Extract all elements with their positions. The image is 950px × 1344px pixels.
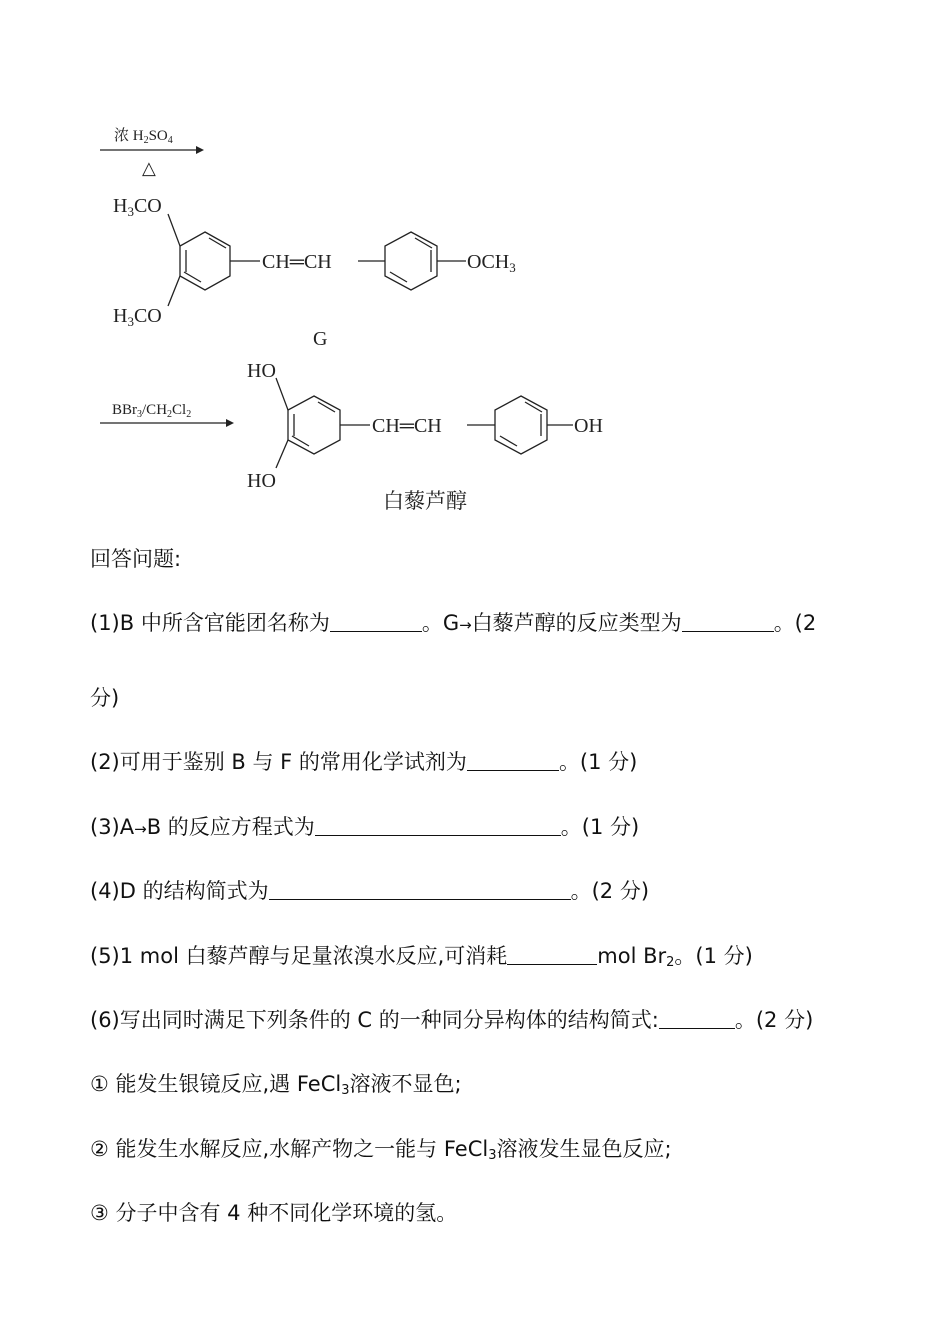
cond2-subscript: 3 (488, 1148, 497, 1163)
arrow2-reagent: $BBr_3/CH_2Cl_2$ (112, 402, 192, 420)
q4-answer-blank[interactable] (269, 877, 571, 900)
q2-part-b: 。(1 分) (558, 750, 638, 774)
g-bottom-methoxy: $H_3CO$ (113, 305, 162, 329)
q2-answer-blank[interactable] (467, 748, 559, 771)
condition-2 (90, 1134, 672, 1164)
condition-3: ③ 分子中含有 4 种不同化学环境的氢。 (90, 1201, 458, 1225)
q3-part-c: 。(1 分) (560, 815, 640, 839)
question-2 (90, 747, 637, 777)
intro-text: 回答问题: (90, 547, 182, 571)
condition-1 (90, 1069, 462, 1099)
question-6 (90, 1005, 813, 1035)
q1-answer-blank-1[interactable] (330, 609, 422, 632)
q2-part-a: (2)可用于鉴别 B 与 F 的常用化学试剂为 (90, 750, 467, 774)
q6-part-a: (6)写出同时满足下列条件的 C 的一种同分异构体的结构简式: (90, 1008, 659, 1032)
resveratrol-label: 白藜芦醇 (383, 489, 467, 513)
q5-part-b: mol Br (597, 944, 667, 968)
resveratrol-para-hydroxyl: OH (574, 415, 603, 437)
question-1 (90, 608, 816, 640)
q1-part-d: 。(2 (773, 611, 817, 635)
q5-answer-blank[interactable] (507, 942, 597, 965)
question-1-continued: 分) (90, 686, 120, 710)
g-top-methoxy: $H_3CO$ (113, 195, 162, 219)
q3-part-a: (3)A (90, 815, 135, 839)
cond1-part-b: 溶液不显色; (349, 1072, 462, 1096)
cond1-part-a: ① 能发生银镜反应,遇 FeCl (90, 1072, 342, 1096)
q3-part-b: B 的反应方程式为 (146, 815, 315, 839)
q1-part-b: 。G (421, 611, 460, 635)
g-bridge: CH═CH (262, 251, 332, 273)
question-5 (90, 941, 753, 971)
q3-arrow: → (134, 820, 147, 838)
resveratrol-top-hydroxyl: HO (247, 360, 276, 382)
reaction-arrow-2 (100, 402, 234, 427)
q4-part-b: 。(2 分) (570, 879, 650, 903)
question-4 (90, 876, 649, 906)
arrow1-heat-symbol: △ (142, 158, 156, 178)
q1-part-a: (1)B 中所含官能团名称为 (90, 611, 330, 635)
q4-part-a: (4)D 的结构简式为 (90, 879, 269, 903)
resveratrol-bridge: CH═CH (372, 415, 442, 437)
cond1-subscript: 3 (341, 1083, 350, 1098)
compound-g-label: G (313, 328, 328, 350)
cond2-part-b: 溶液发生显色反应; (496, 1137, 672, 1161)
g-para-methoxy: $OCH_3$ (467, 251, 516, 275)
q5-part-c: 。(1 分) (674, 944, 753, 968)
q1-arrow: → (459, 616, 472, 634)
q6-answer-blank[interactable] (659, 1006, 735, 1029)
q6-part-b: 。(2 分) (734, 1008, 814, 1032)
q5-part-a: (5)1 mol 白藜芦醇与足量浓溴水反应,可消耗 (90, 944, 508, 968)
q1-part-c: 白藜芦醇的反应类型为 (471, 611, 682, 635)
resveratrol-bottom-hydroxyl: HO (247, 470, 276, 492)
arrow1-condition-top: 浓 $H_2SO_4$ (114, 128, 173, 146)
q3-answer-blank[interactable] (315, 813, 561, 836)
q1-answer-blank-2[interactable] (682, 609, 774, 632)
reaction-scheme (0, 0, 950, 530)
cond2-part-a: ② 能发生水解反应,水解产物之一能与 FeCl (90, 1137, 489, 1161)
question-3 (90, 812, 639, 844)
q5-subscript: 2 (666, 955, 675, 970)
reaction-arrow-1 (100, 127, 204, 178)
